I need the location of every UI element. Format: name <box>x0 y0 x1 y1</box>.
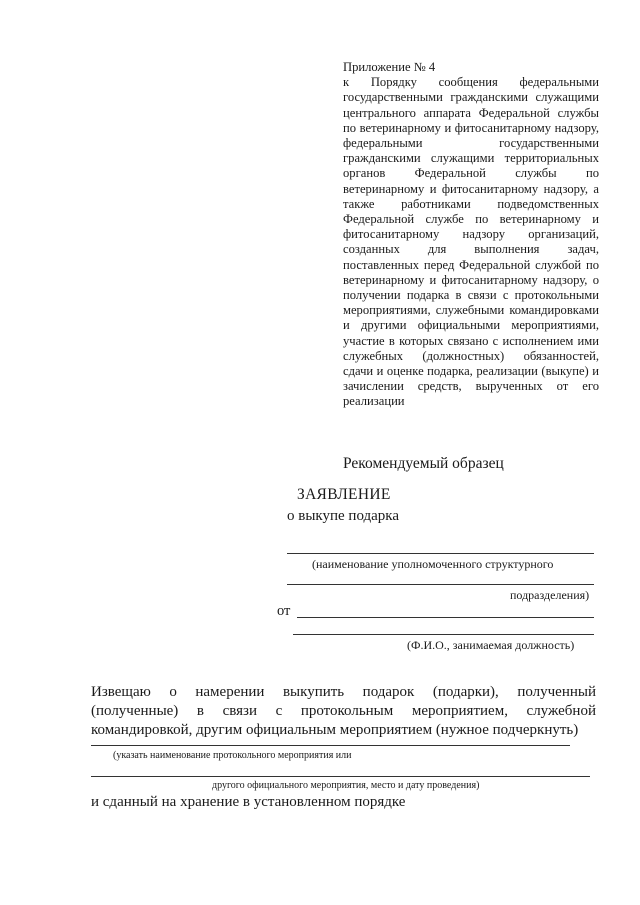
storage-text: и сданный на хранение в установленном порядке <box>91 794 406 810</box>
document-heading: ЗАЯВЛЕНИЕ <box>297 486 391 503</box>
from-label: от <box>277 603 291 619</box>
recommended-sample-label: Рекомендуемый образец <box>343 455 504 472</box>
event-name-line-1[interactable] <box>91 745 570 746</box>
event-caption-1: (указать наименование протокольного мероприятия или <box>113 750 352 761</box>
unit-name-line-2[interactable] <box>287 584 594 585</box>
event-caption-2: другого официального мероприятия, место и дату проведения) <box>212 780 480 791</box>
from-name-line[interactable] <box>297 617 594 618</box>
event-name-line-2[interactable] <box>91 776 590 777</box>
person-caption: (Ф.И.О., занимаемая должность) <box>407 638 575 652</box>
appendix-title: Приложение № 4 <box>343 60 436 74</box>
notice-text: Извещаю о намерении выкупить подарок (подарки), полученный (полученные) в связи с протокольным мероприятием, служебной командировкой, другим официальным мероприятием (нужное подчеркнуть) <box>91 684 596 738</box>
unit-name-caption-1: (наименование уполномоченного структурного <box>312 557 554 571</box>
position-line[interactable] <box>293 634 594 635</box>
unit-name-caption-2: подразделения) <box>510 588 590 602</box>
document-subheading: о выкупе подарка <box>287 508 400 524</box>
appendix-text: к Порядку сообщения федеральными государственными гражданскими служащими центрального аппарата Федеральной службы по ветеринарному и фитосанитарному надзору, федеральными государственными гражданскими служащими территориальных органов Федеральной службы по ветеринарному и фитосанитарному надзору, а также работниками подведомственных Федеральной службе по ветеринарному и фитосанитарному надзору организаций, созданных для выполнения задач, поставленных перед Федеральной службой по ветеринарному и фитосанитарному надзору, о получении подарка в связи с протокольными мероприятиями, служебными командировками и другими официальными мероприятиями, участие в которых связано с исполнением ими служебных (должностных) обязанностей, сдачи и оценке подарка, реализации (выкупе) и зачислении средств, вырученных от его реализации <box>343 75 599 409</box>
unit-name-line-1[interactable] <box>287 553 594 554</box>
appendix-block <box>343 60 599 410</box>
